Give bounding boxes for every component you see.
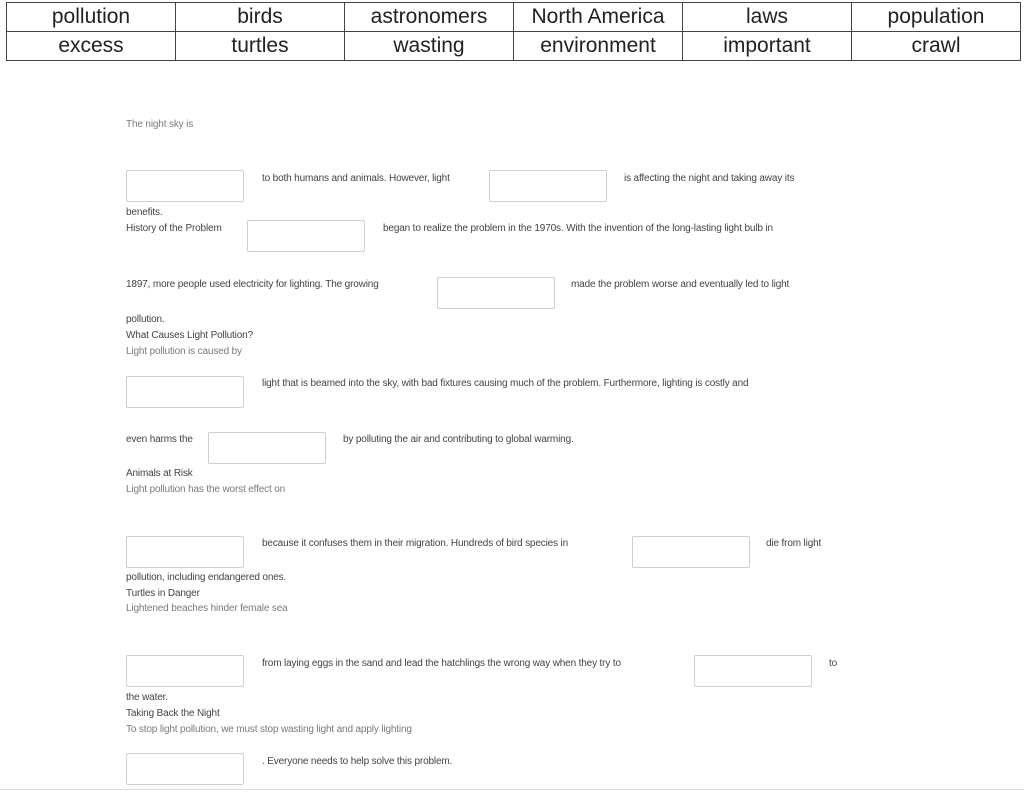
blank-6-input[interactable] [208,432,326,464]
passage-text: because it confuses them in their migration. Hundreds of bird species in [262,538,569,549]
word-bank-cell: wasting [345,32,514,61]
section-heading: What Causes Light Pollution? [126,330,253,341]
word-bank-cell: laws [683,3,852,32]
word-bank-cell: turtles [176,32,345,61]
passage-text: from laying eggs in the sand and lead the hatchlings the wrong way when they try to [262,658,621,669]
section-heading: History of the Problem [126,223,222,234]
blank-7-input[interactable] [126,536,244,568]
word-bank-cell: North America [514,3,683,32]
word-bank-cell: crawl [852,32,1021,61]
word-bank-row [7,32,1021,61]
passage-text: began to realize the problem in the 1970s. With the invention of the long-lasting light bulb in [383,223,773,234]
intro-text: The night sky is [126,119,194,130]
passage-text: 1897, more people used electricity for lighting. The growing [126,279,379,290]
passage-text: by polluting the air and contributing to global warming. [343,434,574,445]
section-heading: Animals at Risk [126,468,193,479]
blank-10-input[interactable] [694,655,812,687]
blank-5-input[interactable] [126,376,244,408]
section-heading: Turtles in Danger [126,588,200,599]
blank-11-input[interactable] [126,753,244,785]
section-intro: Light pollution is caused by [126,346,242,357]
passage-text: is affecting the night and taking away its [624,173,795,184]
word-bank-cell: important [683,32,852,61]
word-bank-cell: birds [176,3,345,32]
section-intro: Lightened beaches hinder female sea [126,603,288,614]
passage-text: to [829,658,838,669]
word-bank-cell: astronomers [345,3,514,32]
section-intro: To stop light pollution, we must stop wasting light and apply lighting [126,724,412,735]
section-intro: Light pollution has the worst effect on [126,484,286,495]
passage-text: even harms the [126,434,193,445]
word-bank-table [6,2,1021,61]
passage-text: pollution. [126,314,165,325]
passage-text: the water. [126,692,168,703]
blank-8-input[interactable] [632,536,750,568]
passage-text: die from light [766,538,822,549]
word-bank-cell: environment [514,32,683,61]
blank-2-input[interactable] [489,170,607,202]
word-bank-cell: excess [7,32,176,61]
blank-1-input[interactable] [126,170,244,202]
page-divider [0,789,1024,790]
word-bank-cell: pollution [7,3,176,32]
passage-text: . Everyone needs to help solve this problem. [262,756,453,767]
blank-3-input[interactable] [247,220,365,252]
blank-9-input[interactable] [126,655,244,687]
passage-text: benefits. [126,207,163,218]
passage-text: made the problem worse and eventually led to light [571,279,790,290]
passage-text: to both humans and animals. However, light [262,173,450,184]
passage-text: light that is beamed into the sky, with bad fixtures causing much of the problem. Furthermore, lighting is costly and [262,378,749,389]
word-bank-row [7,3,1021,32]
section-heading: Taking Back the Night [126,708,220,719]
passage-text: pollution, including endangered ones. [126,572,287,583]
word-bank-cell: population [852,3,1021,32]
blank-4-input[interactable] [437,277,555,309]
